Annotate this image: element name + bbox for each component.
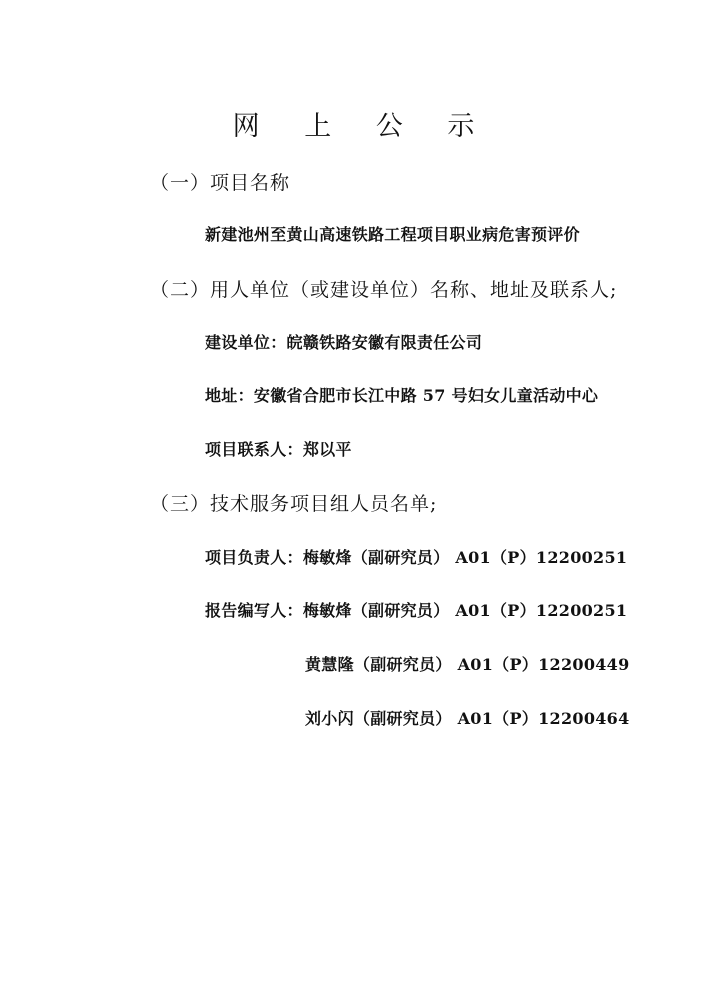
report-writer-value: 梅敏烽（副研究员） A01（P）12200251	[302, 601, 628, 620]
section-1-heading: （一）项目名称	[150, 172, 291, 194]
contact-line	[205, 437, 352, 460]
section-3-heading: （三）技术服务项目组人员名单;	[150, 493, 438, 515]
project-leader-value: 梅敏烽（副研究员） A01（P）12200251	[302, 548, 628, 567]
construction-unit-label: 建设单位：	[205, 333, 287, 352]
report-writer-2: 黄慧隆（副研究员） A01（P）12200449	[305, 655, 630, 674]
project-name: 新建池州至黄山高速铁路工程项目职业病危害预评价	[205, 225, 580, 244]
section-2-heading: （二）用人单位（或建设单位）名称、地址及联系人;	[150, 279, 618, 301]
project-leader-label: 项目负责人：	[205, 548, 303, 567]
report-writer-line	[205, 598, 627, 621]
address-line	[205, 383, 598, 406]
page-title: 网 上 公 示	[232, 111, 493, 142]
report-writer-label: 报告编写人：	[205, 601, 303, 620]
contact-value: 郑以平	[302, 440, 352, 459]
address-value: 安徽省合肥市长江中路 57 号妇女儿童活动中心	[253, 386, 599, 405]
construction-unit-value: 皖赣铁路安徽有限责任公司	[286, 333, 483, 352]
report-writer-3: 刘小闪（副研究员） A01（P）12200464	[305, 709, 630, 728]
address-label: 地址：	[205, 386, 254, 405]
project-leader-line	[205, 545, 627, 568]
contact-label: 项目联系人：	[205, 440, 303, 459]
construction-unit-line	[205, 330, 482, 353]
